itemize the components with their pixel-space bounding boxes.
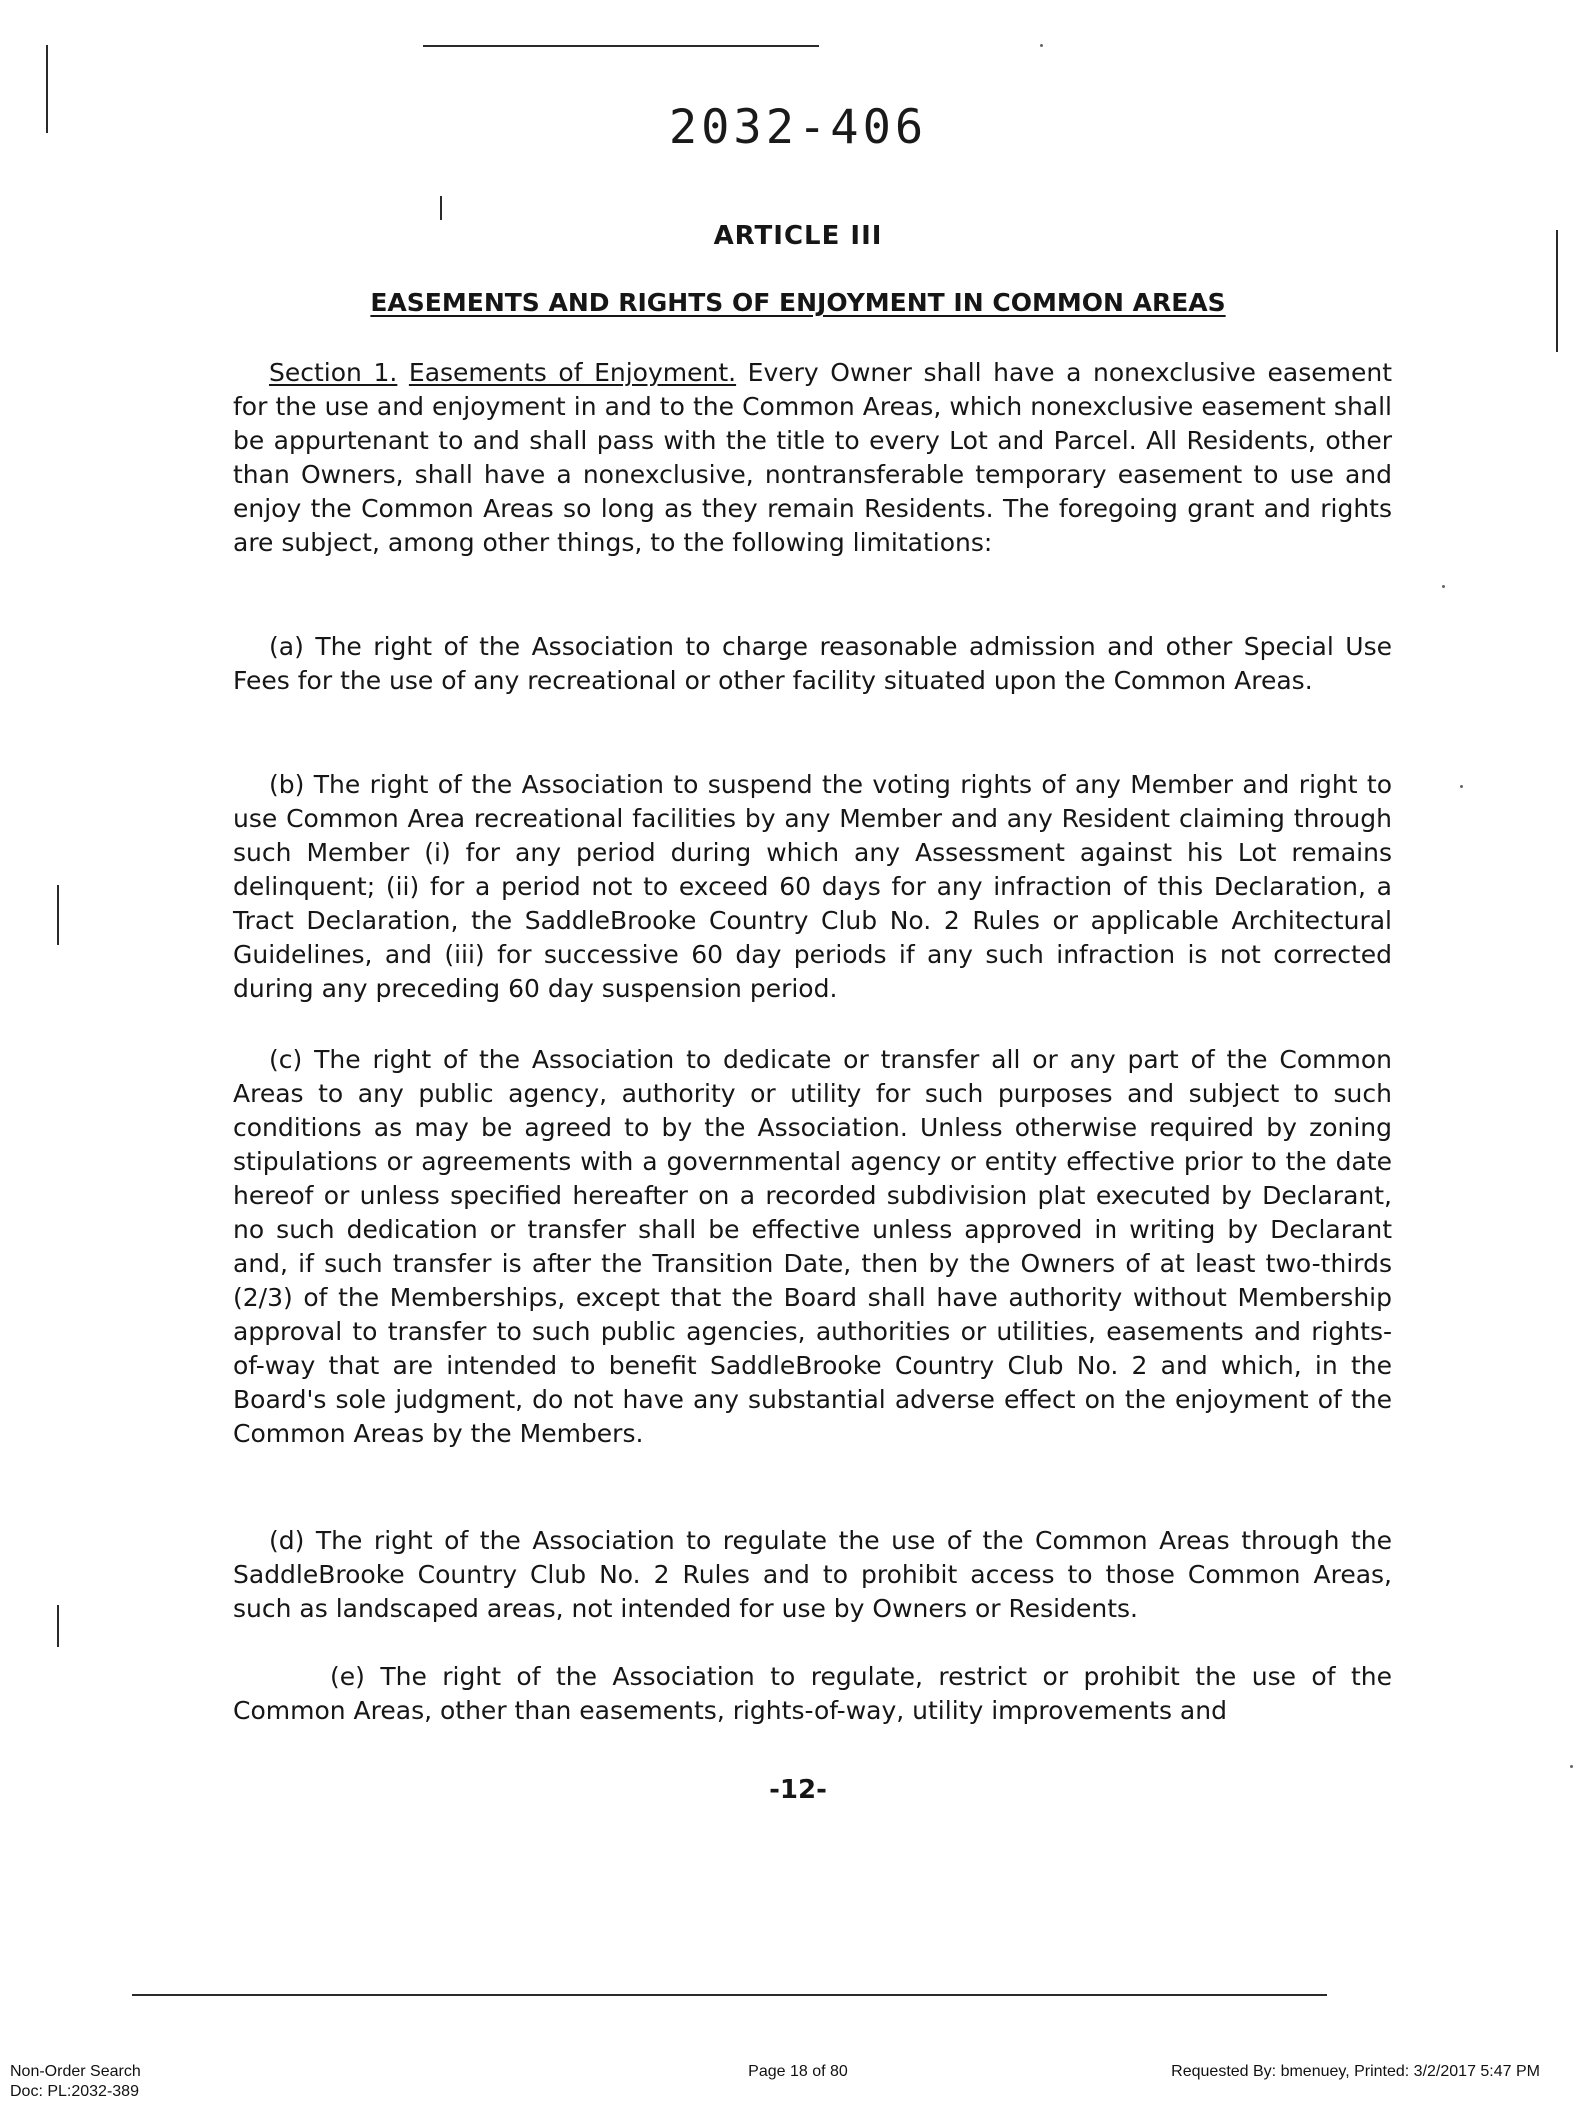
section-1-label: Section 1. bbox=[269, 358, 398, 387]
clause-c-id: (c) bbox=[269, 1045, 303, 1074]
clause-d-id: (d) bbox=[269, 1526, 305, 1555]
scan-artifact-top-rule bbox=[423, 45, 819, 47]
section-1-title: Easements of Enjoyment. bbox=[408, 358, 737, 387]
clause-a-text: The right of the Association to charge reasonable admission and other Special Use Fees for the use of any recreational or other facility situated upon the Common Areas. bbox=[233, 632, 1392, 695]
section-1-paragraph bbox=[233, 356, 1392, 560]
scan-artifact-bottom-rule bbox=[132, 1994, 1327, 1996]
footer-doc-ref: Doc: PL:2032-389 bbox=[10, 2083, 139, 2100]
scan-artifact-speck bbox=[1570, 1765, 1573, 1768]
scan-artifact-left-margin-line bbox=[57, 1605, 59, 1647]
section-1-text: Every Owner shall have a nonexclusive easement for the use and enjoyment in and to the Common Areas, which nonexclusive easement shall be appurtenant to and shall pass with the title to every Lot and Parcel. All Residents, other than Owners, shall have a nonexclusive, nontransferable temporary easement to use and enjoy the Common Areas so long as they remain Residents. The foregoing grant and rights are subject, among other things, to the following limitations: bbox=[233, 358, 1393, 557]
scan-artifact-speck bbox=[1460, 785, 1463, 788]
page-number: -12- bbox=[769, 1775, 827, 1805]
footer-page-info: Page 18 of 80 bbox=[748, 2063, 848, 2080]
clause-a bbox=[233, 630, 1392, 698]
article-heading: ARTICLE III bbox=[713, 221, 883, 251]
footer-search-type: Non-Order Search bbox=[10, 2063, 141, 2080]
scan-artifact-left-margin-line bbox=[57, 885, 59, 945]
clause-d bbox=[233, 1524, 1392, 1626]
clause-b-id: (b) bbox=[269, 770, 305, 799]
scan-artifact-mark bbox=[440, 196, 442, 220]
clause-c bbox=[233, 1043, 1392, 1451]
clause-a-id: (a) bbox=[269, 632, 304, 661]
clause-b bbox=[233, 768, 1392, 1006]
clause-b-text: The right of the Association to suspend the voting rights of any Member and right to use Common Area recreational facilities by any Member and any Resident claiming through such Member (i) for any period during which any Assessment against his Lot remains delinquent; (ii) for a period not to exceed 60 days for any infraction of this Declaration, a Tract Declaration, the SaddleBrooke Country Club No. 2 Rules or applicable Architectural Guidelines, and (iii) for successive 60 day periods if any such infraction is not corrected during any preceding 60 day suspension period. bbox=[233, 770, 1392, 1003]
clause-d-text: The right of the Association to regulate the use of the Common Areas through the SaddleBrooke Country Club No. 2 Rules and to prohibit access to those Common Areas, such as landscaped areas, not intended for use by Owners or Residents. bbox=[233, 1526, 1392, 1623]
section-1 bbox=[233, 356, 1392, 560]
recording-stamp: 2032-406 bbox=[668, 100, 928, 155]
scan-artifact-speck bbox=[1040, 44, 1043, 47]
clause-c-text: The right of the Association to dedicate or transfer all or any part of the Common Areas to any public agency, authority or utility for such purposes and subject to such conditions as may be agreed to by the Association. Unless otherwise required by zoning stipulations or agreements with a governmental agency or entity effective prior to the date hereof or unless specified hereafter on a recorded subdivision plat executed by Declarant, no such dedication or transfer shall be effective unless approved in writing by Declarant and, if such transfer is after the Transition Date, then by the Owners of at least two-thirds (2/3) of the Memberships, except that the Board shall have authority without Membership approval to transfer to such public agencies, authorities or utilities, easements and rights-of-way that are intended to benefit SaddleBrooke Country Club No. 2 and which, in the Board's sole judgment, do not have any substantial adverse effect on the enjoyment of the Common Areas by the Members. bbox=[233, 1045, 1392, 1448]
clause-e bbox=[233, 1660, 1392, 1728]
footer-requested-by: Requested By: bmenuey, Printed: 3/2/2017 5:47 PM bbox=[1171, 2063, 1540, 2080]
clause-e-id: (e) bbox=[330, 1662, 365, 1691]
scan-artifact-speck bbox=[1442, 585, 1445, 588]
clause-e-text: The right of the Association to regulate, restrict or prohibit the use of the Common Areas, other than easements, rights-of-way, utility improvements and bbox=[233, 1662, 1392, 1725]
article-subtitle: EASEMENTS AND RIGHTS OF ENJOYMENT IN COMMON AREAS bbox=[370, 288, 1226, 317]
